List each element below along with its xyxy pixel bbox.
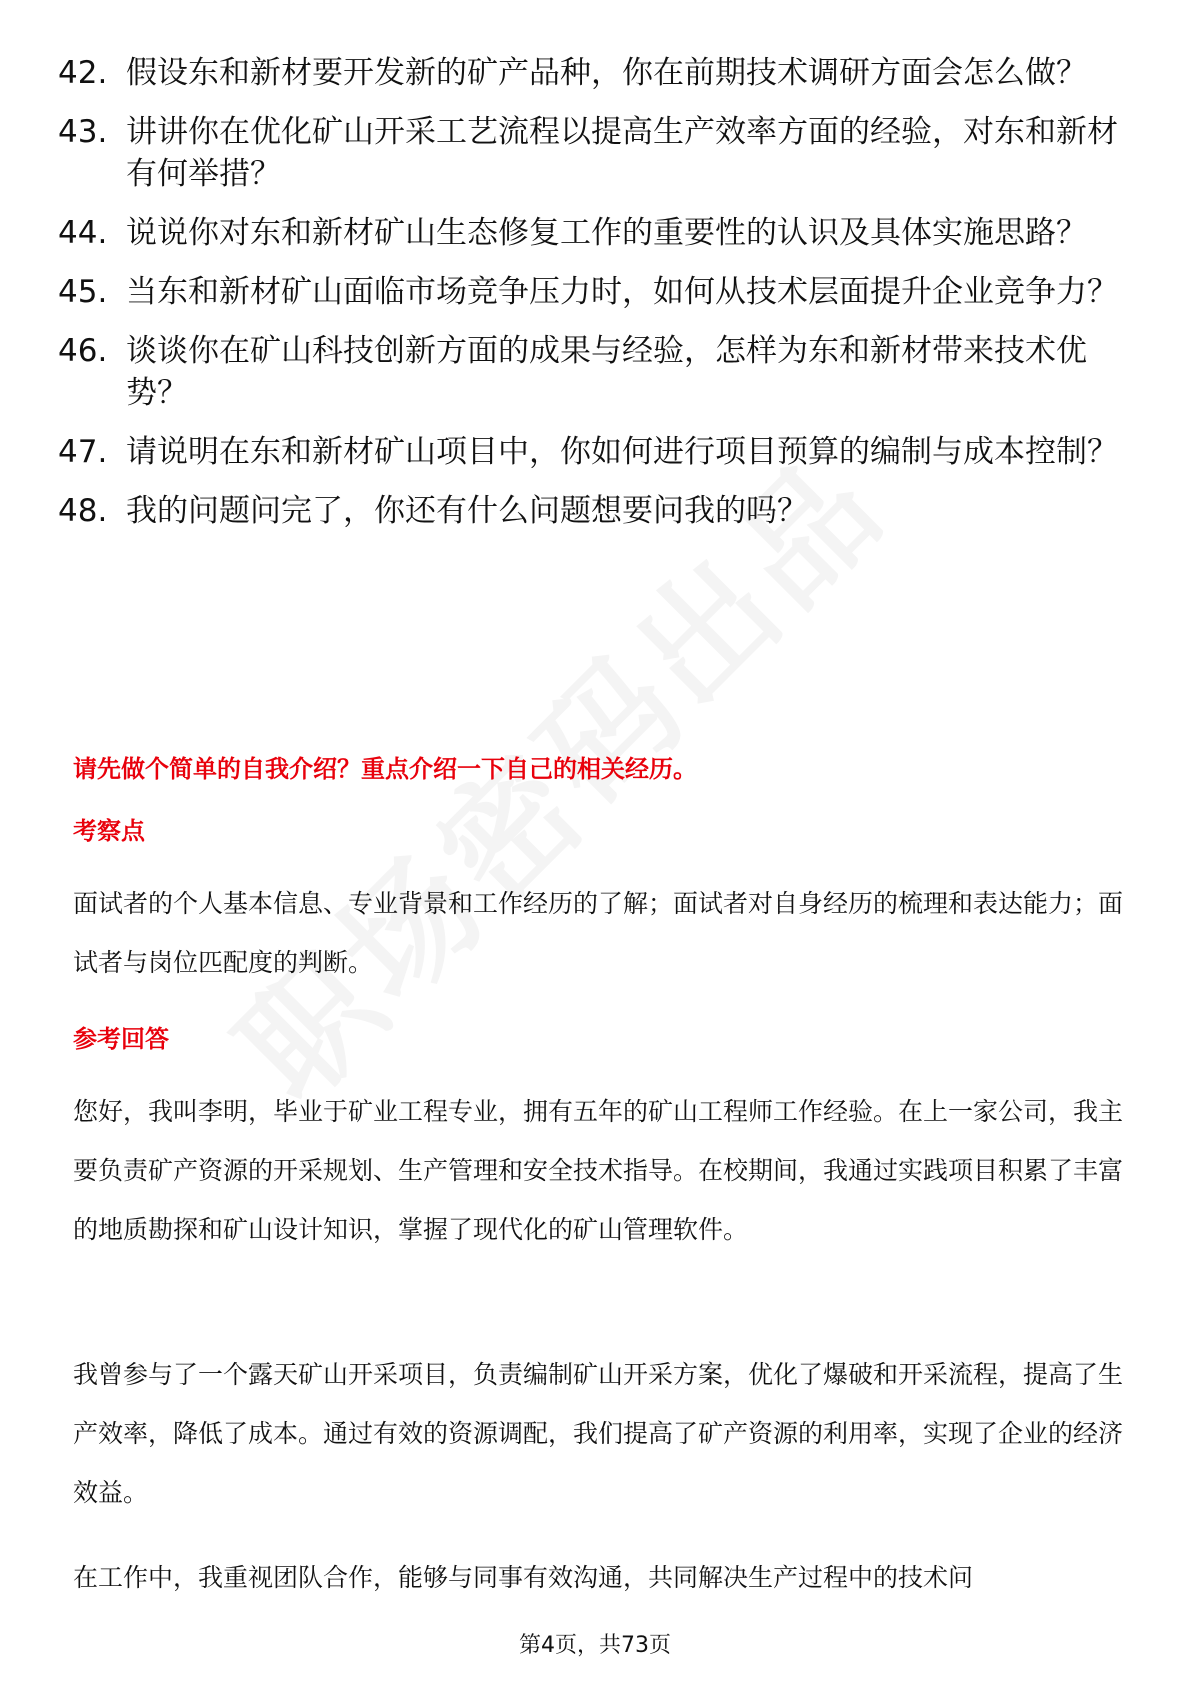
list-item bbox=[58, 212, 1128, 254]
answer-paragraph-1: 您好，我叫李明，毕业于矿业工程专业，拥有五年的矿山工程师工作经验。在上一家公司，我主要负责矿产资源的开采规划、生产管理和安全技术指导。在校期间，我通过实践项目积累了丰富的地质勘探和矿山设计知识，掌握了现代化的矿山管理软件。 bbox=[73, 1097, 1124, 1244]
list-item bbox=[58, 330, 1128, 414]
section-title: 请先做个简单的自我介绍？重点介绍一下自己的相关经历。 bbox=[73, 755, 697, 783]
question-text: 假设东和新材要开发新的矿产品种，你在前期技术调研方面会怎么做？ bbox=[126, 55, 1087, 91]
question-text: 说说你对东和新材矿山生态修复工作的重要性的认识及具体实施思路？ bbox=[126, 215, 1087, 251]
question-list bbox=[58, 52, 1128, 549]
list-item bbox=[58, 111, 1128, 195]
focus-label: 考察点 bbox=[73, 817, 145, 845]
question-text: 谈谈你在矿山科技创新方面的成果与经验，怎样为东和新材带来技术优势？ bbox=[126, 333, 1087, 411]
question-text: 讲讲你在优化矿山开采工艺流程以提高生产效率方面的经验，对东和新材有何举措？ bbox=[126, 114, 1118, 192]
list-item bbox=[58, 431, 1128, 473]
focus-paragraph: 面试者的个人基本信息、专业背景和工作经历的了解；面试者对自身经历的梳理和表达能力；面试者与岗位匹配度的判断。 bbox=[73, 889, 1124, 977]
question-number: 44. bbox=[58, 215, 108, 251]
page-footer: 第4页，共73页 bbox=[519, 1633, 671, 1658]
answer-label: 参考回答 bbox=[73, 1025, 169, 1053]
question-number: 47. bbox=[58, 434, 108, 470]
list-item bbox=[58, 490, 1128, 532]
question-text: 请说明在东和新材矿山项目中，你如何进行项目预算的编制与成本控制？ bbox=[126, 434, 1118, 470]
answer-paragraph-3: 在工作中，我重视团队合作，能够与同事有效沟通，共同解决生产过程中的技术问 bbox=[73, 1563, 974, 1592]
list-item bbox=[58, 271, 1128, 313]
answer-paragraph-2: 我曾参与了一个露天矿山开采项目，负责编制矿山开采方案，优化了爆破和开采流程，提高了生产效率，降低了成本。通过有效的资源调配，我们提高了矿产资源的利用率，实现了企业的经济效益。 bbox=[73, 1360, 1124, 1507]
question-number: 42. bbox=[58, 55, 108, 91]
list-item bbox=[58, 52, 1128, 94]
question-text: 当东和新材矿山面临市场竞争压力时，如何从技术层面提升企业竞争力？ bbox=[126, 274, 1118, 310]
question-number: 45. bbox=[58, 274, 108, 310]
question-number: 46. bbox=[58, 333, 108, 369]
question-number: 43. bbox=[58, 114, 108, 150]
question-number: 48. bbox=[58, 493, 108, 529]
question-text: 我的问题问完了，你还有什么问题想要问我的吗？ bbox=[126, 493, 808, 529]
